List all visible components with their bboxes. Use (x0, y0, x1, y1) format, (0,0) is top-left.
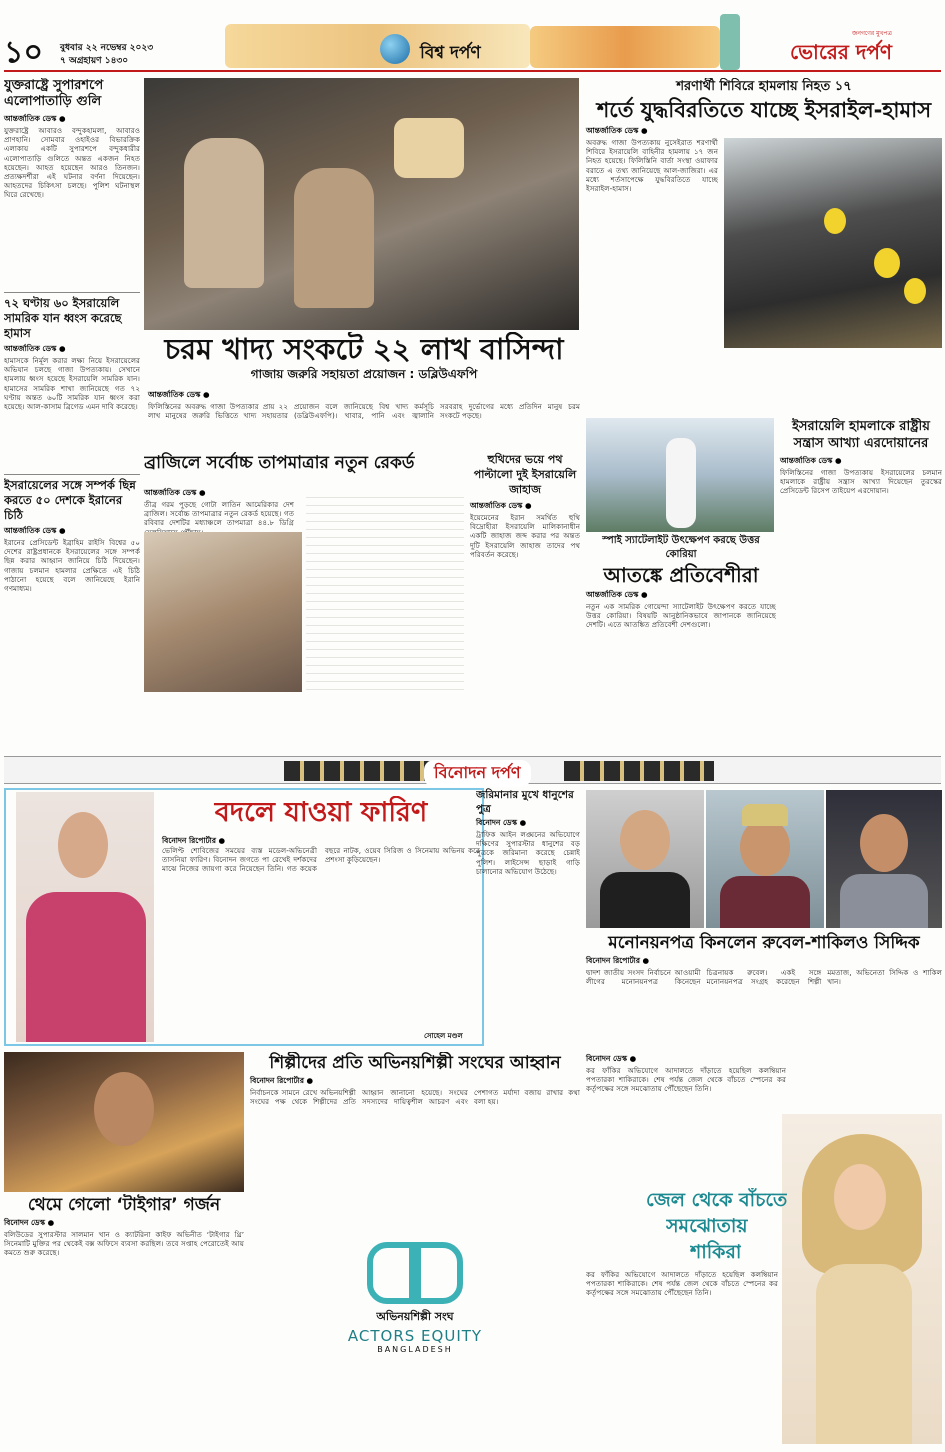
farin-face (58, 812, 108, 878)
ship-byline: আন্তর্জাতিক ডেস্ক ● (470, 501, 532, 510)
ship-body: ইয়েমেনের ইরান সমর্থিত হুথি বিদ্রোহীরা ইসরায়েলি মালিকানাধীন একটি জাহাজ জব্দ করার পর অন্তত দুটি ইসরায়েলি জাহাজ তাদের পথ পরিবর্তন করেছে। (470, 513, 580, 559)
brazil-byline: আন্তর্জাতিক ডেস্ক ● (144, 488, 206, 497)
date-line-2: ৭ অগ্রহায়ণ ১৪৩০ (60, 56, 129, 66)
ceasefire-body: অবরুদ্ধ গাজা উপত্যকায় নুসেইরাত শরণার্থী শিবিরে ইসরায়েলি বাহিনীর হামলায় ১৭ জন নিহত হয়েছে। ফিলিস্তিনি বার্তা সংস্থা ওয়াফার বরাতে এ তথ্য জানিয়েছে আল-জাজিরা। এর মধ্যে শর্তসাপেক্ষে যুদ্ধবিরতিতে যাচ্ছে ইসরাইল-হামাস। (586, 138, 718, 194)
person-body (600, 872, 690, 928)
gaza-body: ফিলিস্তিনের অবরুদ্ধ গাজা উপত্যকার প্রায় ২২ লাখ মানুষের জরুরি ভিত্তিতে খাদ্য সহায়তার প্রয়োজন বলে জানিয়েছে বিশ্ব খাদ্য কর্মসূচি (ডব্লিউএফপি)। খাবার, পানি এবং জ্বালানি সরবরাহ দুর্ভোগের মধ্যে প্রতিদিন মানুষ চরম সংকটে পড়ছে। (148, 402, 580, 421)
actors-headline: শিল্পীদের প্রতি অভিনয়শিল্পী সংঘের আহ্বান (269, 1053, 561, 1073)
iran-body: ইরানের প্রেসিডেন্ট ইব্রাহিম রাইসি বিশ্বের ৫০ দেশের রাষ্ট্রপ্রধানকে ইসরায়েলের সঙ্গে সম্পর্ক ছিন্ন করার আহ্বান জানিয়ে চিঠি দিয়েছেন। গাজায় চলমান হামলার প্রেক্ষিতে এই চিঠি পাঠানো হয়েছে বলে জানিয়েছে ইরানি গণমাধ্যম। (4, 538, 140, 594)
person-body (840, 874, 928, 928)
dhanush-headline: জরিমানার মুখে ধানুশের পুত্র (476, 789, 574, 815)
date-line-1: বুধবার ২২ নভেম্বর ২০২৩ (60, 43, 154, 53)
balloon (904, 278, 926, 304)
nkorea-subhead: স্পাই স্যাটেলাইট উৎক্ষেপণ করছে উত্তর কোরিয়া (602, 535, 760, 560)
salman-face (94, 1072, 154, 1146)
iran-story (4, 478, 140, 750)
nkorea-story (586, 534, 776, 750)
film-strip-left (284, 761, 434, 781)
balloon (824, 208, 846, 234)
hamas-72h-story (4, 296, 140, 472)
farin-photo (16, 792, 154, 1042)
shakira-body-cont: কর ফাঁকির অভিযোগে আদালতে দাঁড়াতে হয়েছিল কলম্বিয়ান পপতারকা শাকিরাকে। শেষ পর্যন্ত জেল থেকে বাঁচতে স্পেনের কর কর্তৃপক্ষের সঙ্গে সমঝোতায় পৌঁছেছেন তিনি। (586, 1270, 778, 1298)
rocket-launch-photo (586, 418, 774, 532)
dhanush-byline: বিনোদন ডেস্ক ● (476, 818, 527, 827)
us-byline: আন্তর্জাতিক ডেস্ক ● (4, 114, 66, 123)
tiger-poster (4, 1052, 244, 1192)
actors-byline: বিনোদন রিপোর্টার ● (250, 1076, 314, 1085)
actors-body: নির্বাচনকে সামনে রেখে অভিনয়শিল্পী সংঘের পক্ষ থেকে শিল্পীদের প্রতি আহ্বান জানানো হয়েছে। সংঘের সদস্যদের দায়িত্বশীল আচরণ এবং পেশাগত মর্যাদা বজায় রাখার কথা বলা হয়। (250, 1088, 580, 1107)
divider (4, 474, 140, 475)
farin-body: ভেলিপ্ট শোবিজের সময়ের ব্যস্ত মডেল-অভিনেত্রী তাসনিয়া ফারিণ। বিনোদন জগতে পা রেখেই দর্শকদের মাঝে নিজের জায়গা করে নিয়েছেন তিনি। গত কয়েক বছরে নাটক, ওয়েব সিরিজ ও সিনেমায় অভিনয় করে প্রশংসা কুড়িয়েছেন। (162, 846, 480, 874)
farin-story (4, 788, 484, 1046)
shakira-byline: বিনোদন ডেস্ক ● (586, 1054, 637, 1063)
actors-equity-story (250, 1052, 580, 1448)
ship-story (470, 452, 580, 612)
dhanush-body: ট্রাফিক আইন লঙ্ঘনের অভিযোগে দক্ষিণের সুপারস্টার ধানুশের বড় পুত্রকে জরিমানা করেছে চেন্নাই পুলিশ। লাইসেন্স ছাড়াই গাড়ি চালানোর অভিযোগ উঠেছে। (476, 830, 580, 876)
shakira-headline-3: শাকিরা (690, 1241, 742, 1263)
ae-logo-mark (367, 1242, 463, 1304)
nomination-body: দ্বাদশ জাতীয় সংসদ নির্বাচনে আওয়ামী লীগের মনোনয়নপত্র কিনেছেন চিত্রনায়ক রুবেল। একই সঙ্গে মনোনয়নপত্র সংগ্রহ করেছেন শিল্পী মমতাজ, অভিনেতা সিদ্দিক ও শাকিল খান। (586, 968, 942, 987)
person-face (620, 810, 670, 870)
gaza-subhead: গাজায় জরুরি সহায়তা প্রয়োজন : ডব্লিউএফপি (250, 367, 478, 381)
shakira-photo (782, 1114, 942, 1444)
protest-photo (724, 138, 942, 348)
person-face (860, 814, 908, 872)
tiger-story (4, 1194, 244, 1448)
brazil-heat-photo (144, 532, 302, 692)
ae-logo-country: BANGLADESH (377, 1345, 453, 1354)
actors-equity-logo (340, 1236, 490, 1366)
iran-headline: ইসরায়েলের সঙ্গে সম্পর্ক ছিন্ন করতে ৫০ দেশকে ইরানের চিঠি (4, 478, 136, 522)
nomination-byline: বিনোদন রিপোর্টার ● (586, 956, 650, 965)
globe-icon (380, 34, 410, 64)
paper-logo: ভোরের দর্পণ (790, 40, 892, 64)
film-strip-right (564, 761, 714, 781)
iran-byline: আন্তর্জাতিক ডেস্ক ● (4, 526, 66, 535)
erdogan-headline: ইসরায়েলি হামলাকে রাষ্ট্রীয় সন্ত্রাস আখ্যা এরদোয়ানের (792, 419, 930, 451)
shakira-headline-1: জেল থেকে বাঁচতে (646, 1189, 788, 1211)
gaza-headline: চরম খাদ্য সংকটে ২২ লাখ বাসিন্দা (164, 332, 564, 366)
person-cap (742, 804, 788, 826)
gaza-headline-block (144, 332, 584, 388)
farin-dress (26, 892, 146, 1042)
masthead-rule (4, 70, 941, 72)
nomination-photo-2 (706, 790, 824, 928)
nkorea-body: নতুন এক সামরিক গোয়েন্দা স্যাটেলাইট উৎক্ষেপণ করতে যাচ্ছে উত্তর কোরিয়া। বিষয়টি আনুষ্ঠানিকভাবে জাপানকে জানিয়েছে দেশটি। এতে আতঙ্কিত প্রতিবেশী দেশগুলো। (586, 602, 776, 630)
erdogan-body: ফিলিস্তিনের গাজা উপত্যকায় ইসরায়েলের চলমান হামলাকে রাষ্ট্রীয় সন্ত্রাস আখ্যা দিয়েছেন তুরস্কের প্রেসিডেন্ট রিসেপ তাইয়েপ এরদোয়ান। (780, 468, 942, 496)
nkorea-headline: আতঙ্কে প্রতিবেশীরা (603, 563, 759, 587)
page-number: ১০ (4, 35, 43, 70)
person-body (720, 876, 810, 928)
shakira-story (586, 1054, 942, 1448)
ae-logo-en: ACTORS EQUITY (347, 1327, 483, 1345)
nomination-photo-3 (826, 790, 942, 928)
us-headline: যুক্তরাষ্ট্রে সুপারশপে এলোপাতাড়ি গুলি (4, 78, 104, 109)
ceasefire-headline: শর্তে যুদ্ধবিরতিতে যাচ্ছে ইসরাইল-হামাস (596, 98, 932, 122)
gaza-food-photo (144, 78, 579, 330)
brazil-body-cont (306, 490, 464, 690)
person-face (740, 818, 790, 876)
brazil-headline: ব্রাজিলে সর্বোচ্চ তাপমাত্রার নতুন রেকর্ড (144, 453, 415, 473)
brazil-story (144, 452, 464, 750)
dhanush-story (476, 788, 580, 1058)
section-title: বিশ্ব দর্পণ (420, 43, 481, 63)
ceasefire-kicker: শরণার্থী শিবিরে হামলায় নিহত ১৭ (676, 79, 852, 94)
hamas-body: হামাসকে নির্মূল করার লক্ষ্য নিয়ে ইসরায়েলের অভিযান চলছে গাজা উপত্যকায়। সেখানে হামলায় ধ্বংস হয়েছে ইসরায়েলি সামরিক যান। হামাসের সামরিক শাখা জানিয়েছে গত ৭২ ঘণ্টায় অন্তত ৬০টি সামরিক যান ধ্বংস করা হয়েছে। আল-কাসাম ব্রিগেড এমন দাবি করেছে। (4, 356, 140, 412)
brazil-body: তীব্র গরম পুড়ছে গোটা লাতিন আমেরিকার দেশ ব্রাজিল। সর্বোচ্চ তাপমাত্রার নতুন রেকর্ড হয়েছে। গত রবিবার দেশটির মধ্যাঞ্চলে তাপমাত্রা ৪৪.৮ ডিগ্রি (144, 500, 294, 528)
rocket-smoke (666, 438, 696, 528)
balloon (874, 248, 900, 278)
child-figure (184, 138, 264, 288)
nomination-headline: মনোনয়নপত্র কিনলেন রুবেল-শাকিলও সিদ্দিক (608, 933, 920, 953)
us-body: যুক্তরাষ্ট্রে আবারও বন্দুকহামলা, আবারও প্রাণহানি। সোমবার ওহাইওর বিভারক্রিক এলাকায় একটি সুপারশপে বন্দুকধারীর এলোপাতাড়ি গুলিতে অন্তত একজন নিহত হয়েছেন। আহত হয়েছেন আরও তিনজন। প্রত্যক্ষদর্শীরা এই ঘটনার বর্ণনা দিয়েছেন। আহতদের চিকিৎসা চলছে। পুলিশ ঘটনাস্থল ঘিরে রেখেছে। (4, 126, 140, 200)
shakira-face (834, 1164, 886, 1230)
child-figure (294, 168, 374, 308)
shakira-body: কর ফাঁকির অভিযোগে আদালতে দাঁড়াতে হয়েছিল কলম্বিয়ান পপতারকা শাকিরাকে। শেষ পর্যন্ত জেল থেকে বাঁচতে স্পেনের কর কর্তৃপক্ষের সঙ্গে সমঝোতায় পৌঁছেছেন তিনি। (586, 1066, 786, 1094)
bread-bag (394, 118, 464, 178)
shakira-headline-2: সমঝোতায় (666, 1215, 748, 1237)
farin-credit: সোহেল মণ্ডল (424, 1032, 463, 1040)
statue-art (720, 14, 740, 70)
tiger-body: বলিউডের সুপারস্টার সালমান খান ও ক্যাটরিনা কাইফ অভিনীত ‘টাইগার থ্রি’ সিনেমাটি মুক্তির পর থেকেই বক্স অফিসে ব্যবসা করছিল। তবে সপ্তাহ পেরোতেই আয় কমতে শুরু করেছে। (4, 1230, 244, 1258)
tiger-headline: থেমে গেলো ‘টাইগার’ গর্জন (27, 1195, 221, 1215)
gaza-body-block (148, 390, 580, 448)
farin-byline: বিনোদন রিপোর্টার ● (162, 836, 226, 845)
tiger-byline: বিনোদন ডেস্ক ● (4, 1218, 55, 1227)
nomination-story (586, 932, 942, 1050)
ae-logo-inner (409, 1242, 421, 1304)
camel-art (530, 26, 720, 68)
ship-headline: হুথিদের ভয়ে পথ পাল্টালো দুই ইসরায়েলি জাহাজ (473, 453, 577, 496)
hamas-headline: ৭২ ঘণ্টায় ৬০ ইসরায়েলি সামরিক যান ধ্বংস করেছে হামাস (4, 296, 122, 340)
divider (4, 292, 140, 293)
paper-tag: জনগণের মুখপত্র (852, 30, 892, 37)
ceasefire-byline: আন্তর্জাতিক ডেস্ক ● (586, 126, 648, 135)
entertainment-banner (4, 756, 941, 784)
hamas-byline: আন্তর্জাতিক ডেস্ক ● (4, 344, 66, 353)
ceasefire-story (586, 78, 942, 416)
us-shooting-story (4, 78, 140, 290)
travel-art (225, 24, 530, 68)
gaza-byline: আন্তর্জাতিক ডেস্ক ● (148, 390, 210, 399)
farin-headline: বদলে যাওয়া ফারিণ (214, 797, 428, 828)
shakira-body (816, 1264, 912, 1444)
masthead (0, 0, 945, 72)
nomination-photo-1 (586, 790, 704, 928)
erdogan-byline: আন্তর্জাতিক ডেস্ক ● (780, 456, 842, 465)
ae-logo-bn: অভিনয়শিল্পী সংঘ (376, 1310, 454, 1323)
erdogan-story (780, 418, 942, 750)
banner-title: বিনোদন দর্পণ (424, 760, 531, 787)
nkorea-byline: আন্তর্জাতিক ডেস্ক ● (586, 590, 648, 599)
